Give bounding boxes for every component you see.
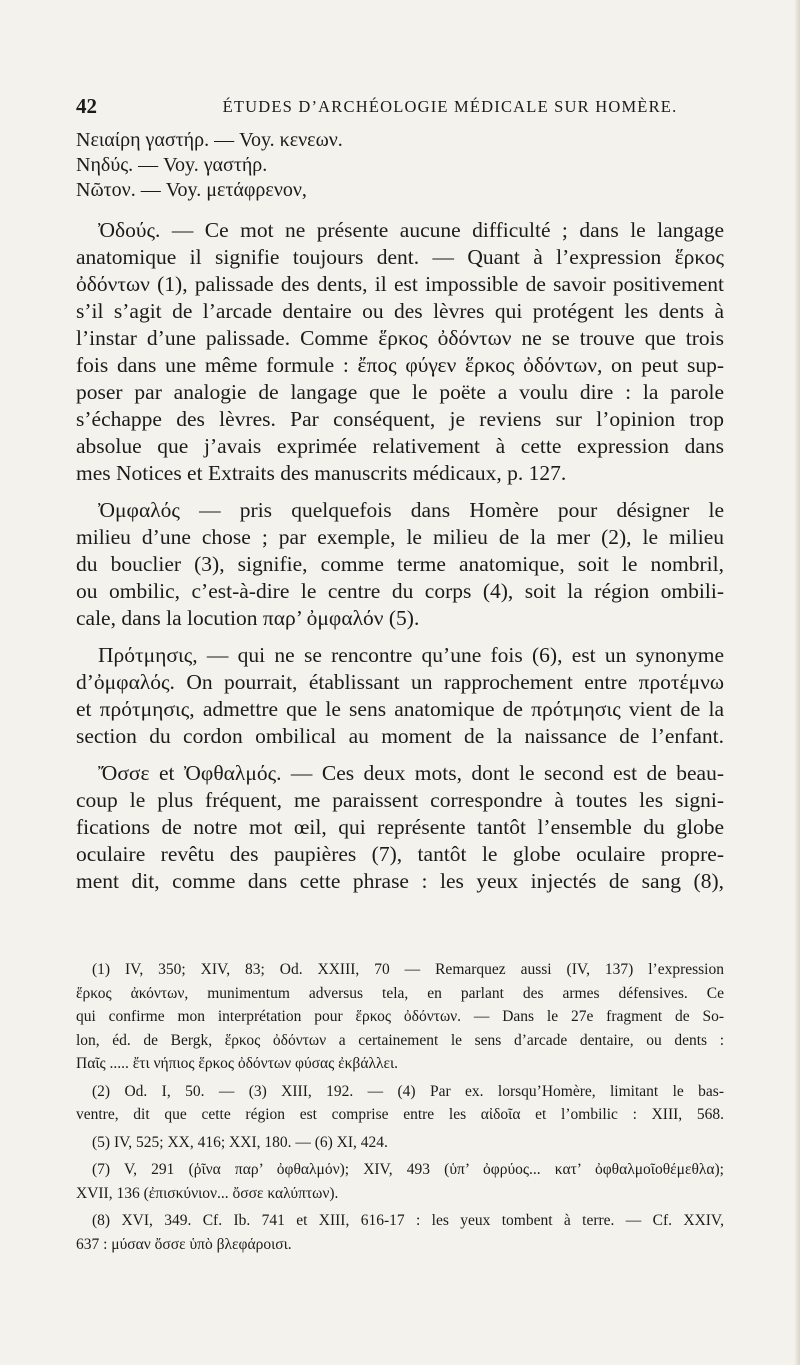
text-line: mes Notices et Extraits des manuscrits médicaux, p. 127. (76, 461, 567, 485)
text-line: l’instar d’une palissade. Comme ἕρκος ὀδόντων ne se trouve que trois (76, 326, 724, 350)
text-line: oculaire revêtu des paupières (7), tantôt le globe oculaire propre- (76, 842, 724, 866)
text-line: s’échappe des lèvres. Par conséquent, je reviens sur l’opinion trop (76, 407, 724, 431)
text-line: fications de notre mot œil, qui représente tantôt l’ensemble du globe (76, 815, 724, 839)
text-line: ὀδόντων (1), palissade des dents, il est impossible de savoir positivement (76, 272, 724, 296)
text-line: section du cordon ombilical au moment de la naissance de l’enfant. (76, 724, 724, 748)
paragraph-gap (76, 487, 724, 497)
text-line: Ὀμφαλός — pris quelquefois dans Homère pour désigner le (98, 498, 724, 522)
text-line: milieu d’une chose ; par exemple, le milieu de la mer (2), le milieu (76, 525, 724, 549)
text-line: Νῶτον. — Voy. μετάφρενον, (76, 179, 307, 201)
text-line: Ὄσσε et Ὀφθαλμός. — Ces deux mots, dont le second est de beau- (98, 761, 724, 785)
text-line: anatomique il signifie toujours dent. — Quant à l’expression ἕρκος (76, 245, 724, 269)
footnote-line: qui confirme mon interprétation pour ἕρκος ὀδόντων. — Dans le 27e fragment de So- (76, 1008, 724, 1025)
footnote-line: (5) IV, 525; XX, 416; XXI, 180. — (6) XI, 424. (92, 1133, 388, 1151)
footnote-line: (8) XVI, 349. Cf. Ib. 741 et XIII, 616-17 : les yeux tombent à terre. — Cf. XXIV, (92, 1212, 724, 1229)
page-edge-shadow (794, 0, 800, 1365)
text-line: d’ὀμφαλός. On pourrait, établissant un rapprochement entre προτέμνω (76, 670, 724, 694)
paragraph-gap (76, 203, 724, 217)
text-line: poser par analogie de langage que le poëte a voulu dire : la parole (76, 380, 724, 404)
paragraph-gap (76, 750, 724, 760)
footnote-line: ventre, dit que cette région est comprise entre les αἰδοῖα et l’ombilic : XIII, 568. (76, 1106, 724, 1123)
body-text (76, 128, 724, 895)
footnote-line: (1) IV, 350; XIV, 83; Od. XXIII, 70 — Remarquez aussi (IV, 137) l’expression (92, 961, 724, 978)
running-title: ÉTUDES D’ARCHÉOLOGIE MÉDICALE SUR HOMÈRE. (222, 97, 678, 116)
footnote-line: XVII, 136 (ἐπισκύνιον... ὄσσε καλύπτων). (76, 1184, 339, 1202)
text-line: Νειαίρη γαστήρ. — Voy. κενεων. (76, 129, 343, 151)
text-line: coup le plus fréquent, me paraissent correspondre à toutes les signi- (76, 788, 724, 812)
text-line: et πρότμησις, admettre que le sens anatomique de πρότμησις vient de la (76, 697, 724, 721)
text-line: ou ombilic, c’est-à-dire le centre du corps (4), soit la région ombili- (76, 579, 724, 603)
footnote-line: lon, éd. de Bergk, ἕρκος ὀδόντων a certainement le sens d’arcade dentaire, ou dents : (76, 1031, 724, 1049)
footnote-line: ἕρκος ἀκόντων, munimentum adversus tela, en parlant des armes défensives. Ce (76, 984, 724, 1002)
text-line: absolue que j’avais exprimée relativement à cette expression dans (76, 434, 724, 458)
text-line: Νηδύς. — Voy. γαστήρ. (76, 154, 268, 176)
text-line: cale, dans la locution παρ’ ὀμφαλόν (5). (76, 606, 420, 630)
footnote-line: (7) V, 291 (ῥῖνα παρ’ ὀφθαλμόν); XIV, 493 (ὑπ’ ὀφρύος... κατ’ ὀφθαλμοῖοθέμεθλα); (92, 1161, 724, 1178)
text-line: Πρότμησις, — qui ne se rencontre qu’une fois (6), est un synonyme (98, 643, 724, 667)
text-line: ment dit, comme dans cette phrase : les yeux injectés de sang (8), (76, 869, 724, 893)
footnote-line: (2) Od. I, 50. — (3) XIII, 192. — (4) Par ex. lorsqu’Homère, limitant le bas- (92, 1082, 724, 1100)
text-line: du bouclier (3), signifie, comme terme anatomique, soit le nombril, (76, 552, 724, 576)
page-header (76, 94, 724, 120)
text-line: s’il s’agit de l’arcade dentaire ou des lèvres qui protégent les dents à (76, 299, 724, 323)
page-number: 42 (76, 94, 97, 118)
footnotes (76, 958, 724, 1256)
footnote-line: 637 : μύσαν ὄσσε ὑπὸ βλεφάροισι. (76, 1235, 292, 1253)
paragraph-gap (76, 632, 724, 642)
text-line: Ὀδούς. — Ce mot ne présente aucune difficulté ; dans le langage (98, 218, 724, 242)
footnote-line: Παῖς ..... ἔτι νήπιος ἕρκος ὀδόντων φύσας ἐκβάλλει. (76, 1055, 399, 1072)
text-line: fois dans une même formule : ἔπος φύγεν ἕρκος ὀδόντων, on peut sup- (76, 353, 724, 377)
